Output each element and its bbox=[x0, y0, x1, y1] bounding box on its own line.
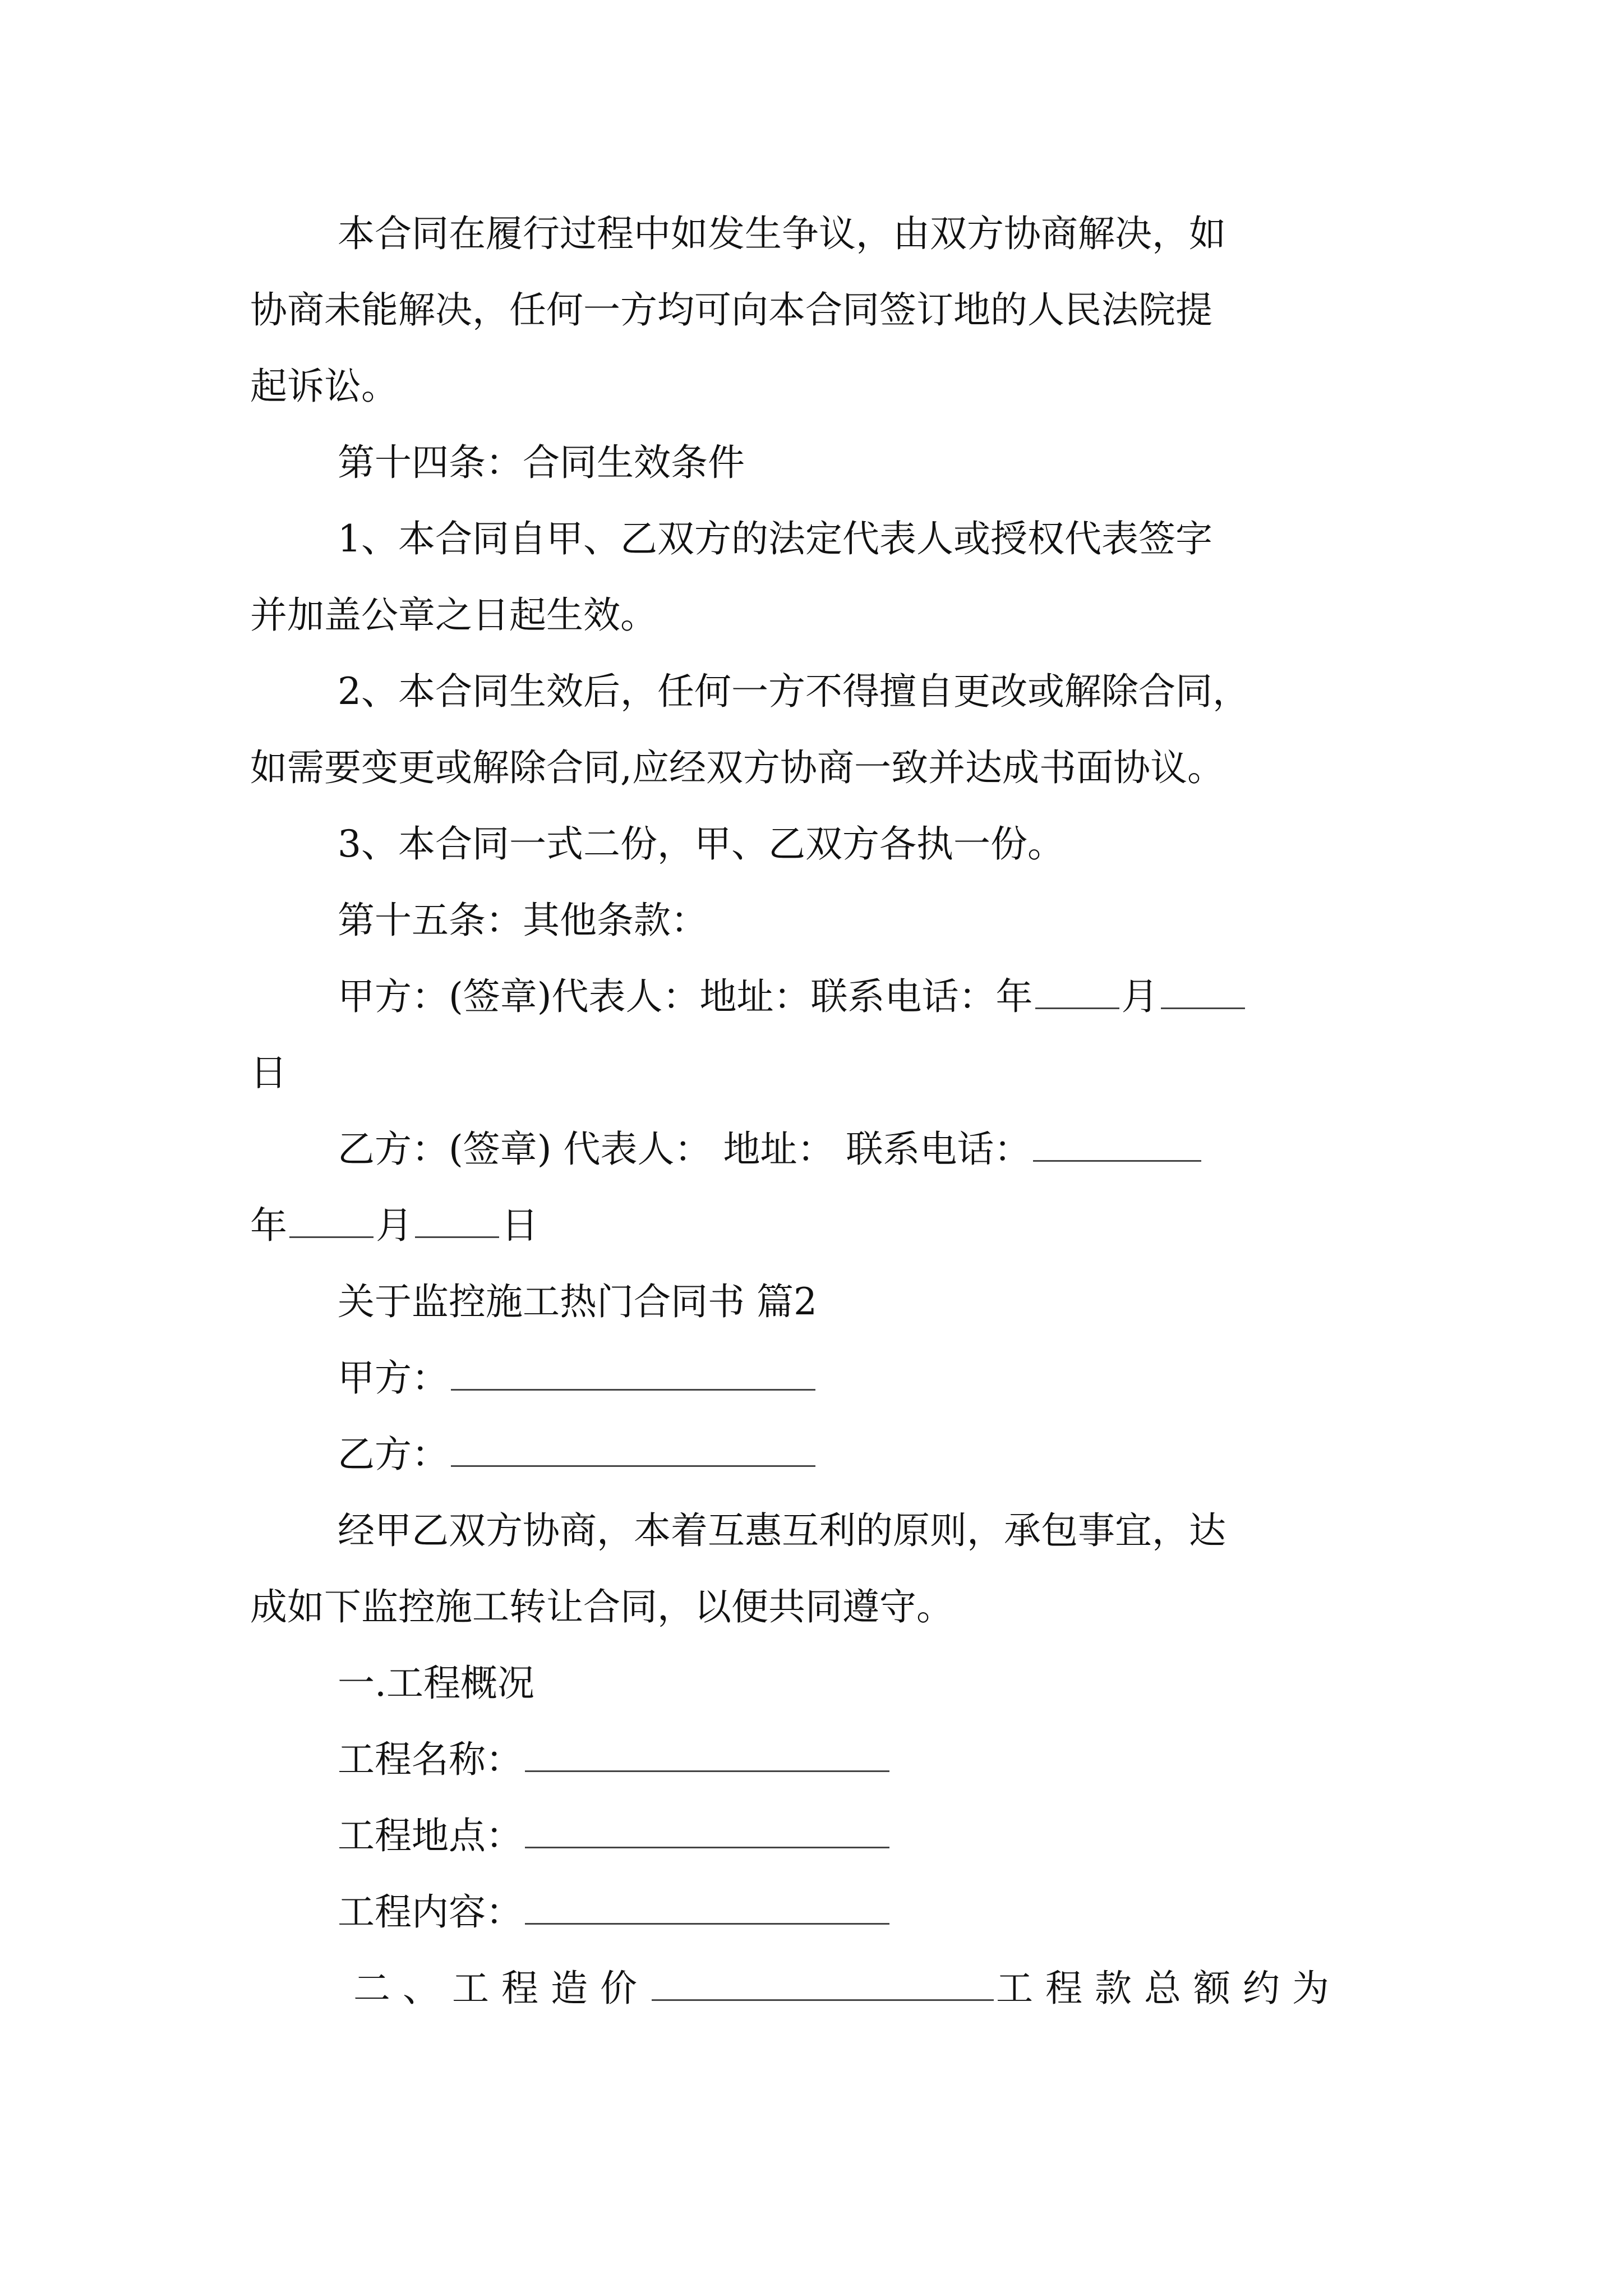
project-content-label: 工程内容： bbox=[338, 1890, 523, 1934]
party-a-signature-text: 甲方：(签章)代表人：地址：联系电话：年 bbox=[338, 975, 1033, 1018]
blank-underline bbox=[451, 1433, 815, 1467]
blank-underline bbox=[525, 1814, 889, 1848]
paragraph-line: 2、本合同生效后，任何一方不得擅自更改或解除合同， bbox=[338, 670, 1249, 713]
party-b-line bbox=[338, 1429, 818, 1480]
project-overview-heading: 一.工程概况 bbox=[338, 1662, 534, 1705]
project-cost-line bbox=[353, 1963, 1341, 2014]
party-b-label: 乙方： bbox=[338, 1433, 449, 1476]
project-cost-label: 二、工程造价 bbox=[353, 1967, 649, 2010]
project-content-line bbox=[338, 1887, 892, 1938]
day-text: 日 bbox=[250, 1051, 287, 1094]
blank-underline bbox=[451, 1356, 815, 1391]
month-text: 月 bbox=[376, 1204, 413, 1247]
year-text: 年 bbox=[250, 1204, 287, 1247]
paragraph-line: 成如下监控施工转让合同，以便共同遵守。 bbox=[250, 1585, 953, 1628]
paragraph-line: 协商未能解决，任何一方均可向本合同签订地的人民法院提 bbox=[250, 288, 1212, 332]
blank-underline bbox=[415, 1204, 499, 1238]
article-14-heading: 第十四条：合同生效条件 bbox=[338, 441, 745, 484]
paragraph-line: 如需要变更或解除合同,应经双方协商一致并达成书面协议。 bbox=[250, 746, 1224, 789]
blank-underline bbox=[525, 1738, 889, 1772]
blank-underline bbox=[652, 1967, 994, 2001]
paragraph-line: 并加盖公章之日起生效。 bbox=[250, 593, 657, 637]
date-line bbox=[250, 1200, 538, 1251]
party-a-label: 甲方： bbox=[338, 1356, 449, 1400]
month-text: 月 bbox=[1121, 975, 1159, 1018]
paragraph-line: 3、本合同一式二份，甲、乙双方各执一份。 bbox=[338, 822, 1064, 866]
blank-underline bbox=[1161, 975, 1245, 1009]
project-name-label: 工程名称： bbox=[338, 1738, 523, 1781]
paragraph-line: 起诉讼。 bbox=[250, 365, 398, 408]
paragraph-line: 经甲乙双方协商，本着互惠互利的原则，承包事宜，达 bbox=[338, 1509, 1226, 1552]
project-name-line bbox=[338, 1734, 892, 1785]
party-b-signature-line bbox=[338, 1124, 1204, 1175]
project-location-label: 工程地点： bbox=[338, 1814, 523, 1857]
section-2-heading: 关于监控施工热门合同书 篇2 bbox=[338, 1280, 817, 1323]
blank-underline bbox=[1035, 975, 1119, 1009]
blank-underline bbox=[1033, 1128, 1201, 1162]
blank-underline bbox=[525, 1890, 889, 1925]
project-location-line bbox=[338, 1811, 892, 1861]
article-15-heading: 第十五条：其他条款： bbox=[338, 899, 708, 942]
day-text: 日 bbox=[501, 1204, 538, 1247]
paragraph-line: 1、本合同自甲、乙双方的法定代表人或授权代表签字 bbox=[338, 517, 1212, 560]
party-b-signature-text: 乙方：(签章) 代表人： 地址： 联系电话： bbox=[338, 1128, 1031, 1171]
party-a-signature-line bbox=[338, 972, 1247, 1022]
blank-underline bbox=[289, 1204, 374, 1238]
paragraph-line: 本合同在履行过程中如发生争议，由双方协商解决，如 bbox=[338, 212, 1226, 255]
party-a-line bbox=[338, 1353, 818, 1404]
project-total-label: 工程款总额约为 bbox=[996, 1967, 1341, 2010]
